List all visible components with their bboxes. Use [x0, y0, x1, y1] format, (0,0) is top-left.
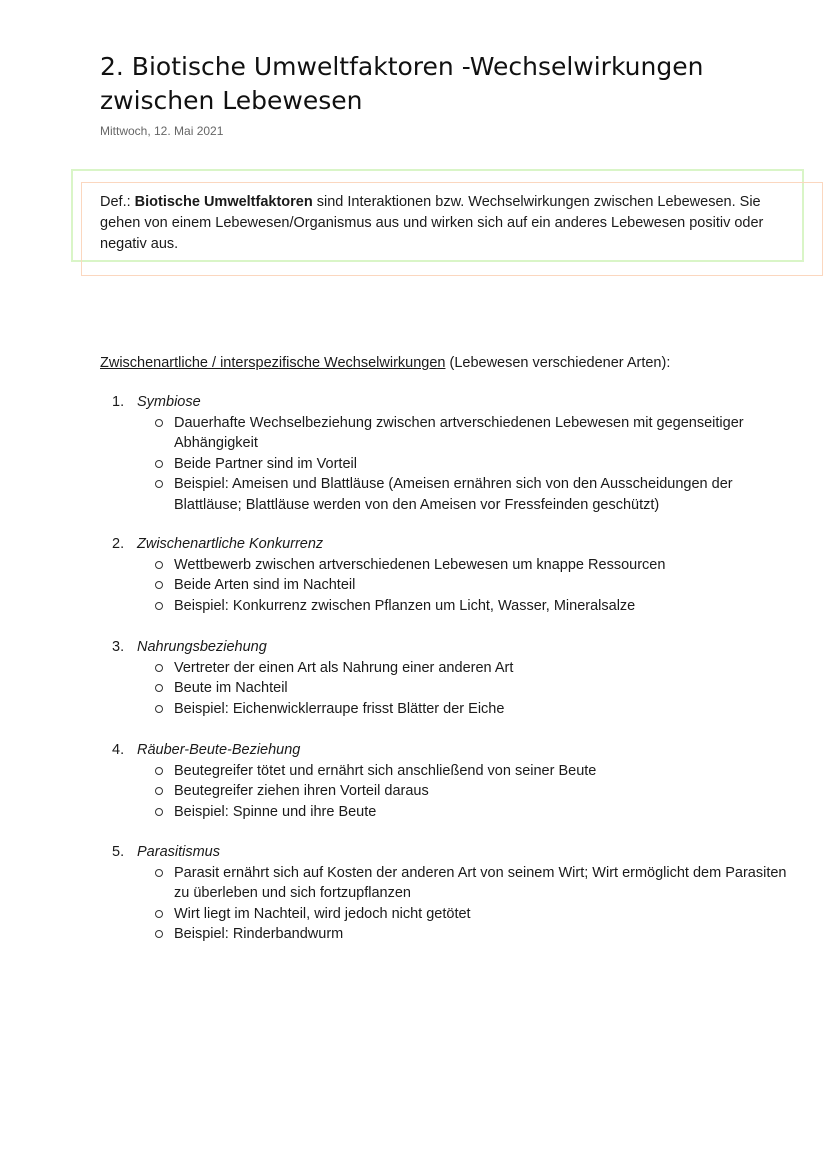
- item-number: 3.: [112, 639, 125, 655]
- list-item-raeuber-beute: [112, 740, 792, 822]
- section-heading-rest: (Lebewesen verschiedener Arten):: [445, 355, 671, 371]
- list-item-nahrungsbeziehung: [112, 637, 792, 719]
- item-title: Zwischenartliche Konkurrenz: [137, 536, 324, 552]
- circle-bullet-icon: [155, 581, 163, 589]
- page-title-line-2: zwischen Lebewesen: [100, 86, 363, 115]
- bullet-item: Beispiel: Konkurrenz zwischen Pflanzen um Licht, Wasser, Mineralsalze: [112, 596, 792, 617]
- bullet-list: [112, 761, 792, 823]
- list-item-konkurrenz: [112, 534, 792, 616]
- item-number: 1.: [112, 394, 125, 410]
- item-number: 5.: [112, 844, 125, 860]
- bullet-item: Beute im Nachteil: [112, 678, 792, 699]
- bullet-list: [112, 658, 792, 720]
- bullet-item: Wirt liegt im Nachteil, wird jedoch nicht getötet: [112, 904, 792, 925]
- bullet-list: [112, 863, 792, 945]
- circle-bullet-icon: [155, 787, 163, 795]
- item-title: Nahrungsbeziehung: [137, 639, 267, 655]
- circle-bullet-icon: [155, 930, 163, 938]
- bullet-item: Beutegreifer tötet und ernährt sich anschließend von seiner Beute: [112, 761, 792, 782]
- circle-bullet-icon: [155, 705, 163, 713]
- circle-bullet-icon: [155, 808, 163, 816]
- circle-bullet-icon: [155, 460, 163, 468]
- circle-bullet-icon: [155, 561, 163, 569]
- circle-bullet-icon: [155, 480, 163, 488]
- bullet-item: Beide Arten sind im Nachteil: [112, 575, 792, 596]
- item-number: 4.: [112, 742, 125, 758]
- circle-bullet-icon: [155, 602, 163, 610]
- definition-term: Biotische Umweltfaktoren: [134, 194, 313, 210]
- bullet-item: Wettbewerb zwischen artverschiedenen Lebewesen um knappe Ressourcen: [112, 555, 792, 576]
- bullet-item: Dauerhafte Wechselbeziehung zwischen artverschiedenen Lebewesen mit gegenseitiger Abhängigkeit: [112, 413, 792, 454]
- list-item-parasitismus: [112, 842, 792, 945]
- bullet-list: [112, 555, 792, 617]
- page-date: Mittwoch, 12. Mai 2021: [100, 124, 224, 138]
- bullet-item: Beide Partner sind im Vorteil: [112, 454, 792, 475]
- circle-bullet-icon: [155, 684, 163, 692]
- definition-text: sind Interaktionen bzw. Wechselwirkungen zwischen Lebewesen. Sie gehen von einem Lebewesen/Organismus aus und wirken sich auf ein anderes Lebewesen positiv oder negativ aus.: [100, 194, 764, 252]
- circle-bullet-icon: [155, 664, 163, 672]
- section-heading-underlined: Zwischenartliche / interspezifische Wechselwirkungen: [100, 355, 446, 371]
- item-number: 2.: [112, 536, 125, 552]
- bullet-item: Beutegreifer ziehen ihren Vorteil daraus: [112, 781, 792, 802]
- bullet-item: Beispiel: Rinderbandwurm: [112, 924, 792, 945]
- definition-prefix: Def.:: [100, 194, 135, 210]
- bullet-item: Beispiel: Ameisen und Blattläuse (Ameisen ernähren sich von den Ausscheidungen der Blattläuse; Blattläuse werden von den Ameisen vor Fressfeinden geschützt): [112, 474, 792, 515]
- circle-bullet-icon: [155, 869, 163, 877]
- bullet-list: [112, 413, 792, 516]
- bullet-item: Vertreter der einen Art als Nahrung einer anderen Art: [112, 658, 792, 679]
- item-title: Symbiose: [137, 394, 201, 410]
- item-title: Parasitismus: [137, 844, 220, 860]
- circle-bullet-icon: [155, 767, 163, 775]
- bullet-item: Parasit ernährt sich auf Kosten der anderen Art von seinem Wirt; Wirt ermöglicht dem Parasiten zu überleben und sich fortzupflanzen: [112, 863, 792, 904]
- list-item-symbiose: [112, 392, 792, 515]
- bullet-item: Beispiel: Spinne und ihre Beute: [112, 802, 792, 823]
- page-title: [100, 50, 780, 118]
- section-heading: [100, 353, 670, 374]
- item-title: Räuber-Beute-Beziehung: [137, 742, 301, 758]
- definition-paragraph: [100, 192, 800, 255]
- page-title-line-1: 2. Biotische Umweltfaktoren -Wechselwirkungen: [100, 52, 704, 81]
- circle-bullet-icon: [155, 910, 163, 918]
- bullet-item: Beispiel: Eichenwicklerraupe frisst Blätter der Eiche: [112, 699, 792, 720]
- circle-bullet-icon: [155, 419, 163, 427]
